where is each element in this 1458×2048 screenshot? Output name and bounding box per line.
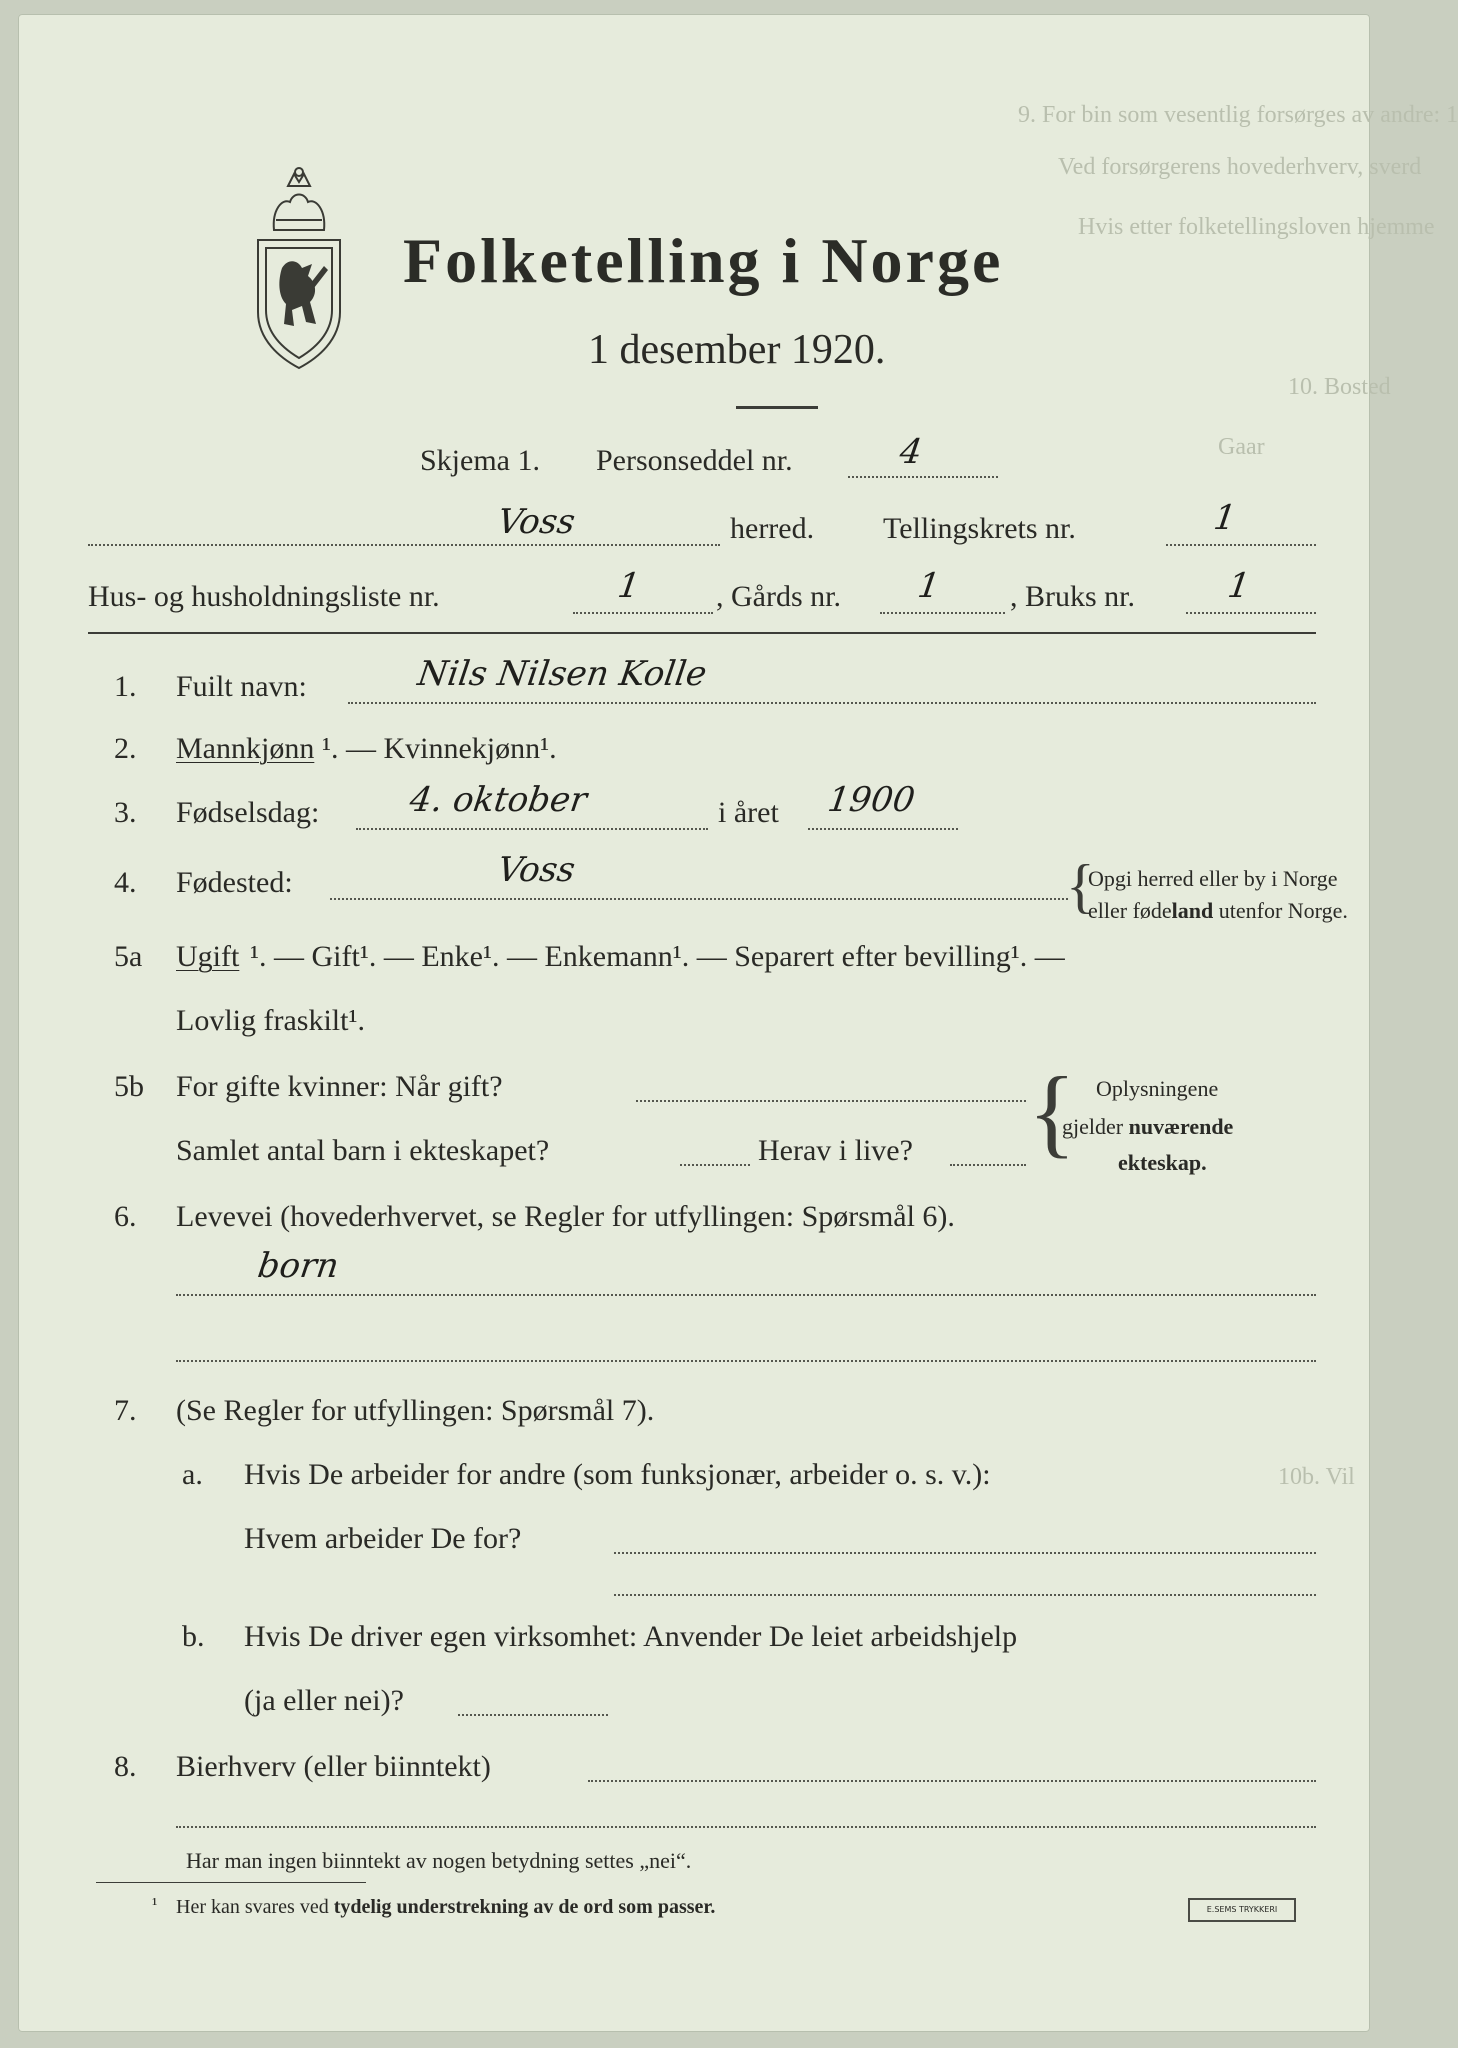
q5b-when-married-label: For gifte kvinner: Når gift?: [176, 1070, 503, 1103]
q7a-employer-label: Hvem arbeider De for?: [244, 1522, 522, 1555]
form-title: Folketelling i Norge: [403, 225, 1004, 296]
q7b-label: Hvis De driver egen virksomhet: Anvender De leiet arbeidshjelp: [244, 1620, 1018, 1653]
herred-label: herred.: [730, 512, 815, 545]
skjema-label: Skjema 1.: [420, 444, 540, 477]
q6-label: Levevei (hovederhvervet, se Regler for utfyllingen: Spørsmål 6).: [176, 1200, 955, 1233]
q5b-note-line1: Oplysningene: [1096, 1076, 1219, 1101]
bleed-through-text-5: Gaar: [1218, 434, 1265, 460]
gender-other-options: ¹. — Kvinnekjønn¹.: [322, 732, 557, 765]
q4-note-line2: eller fødeland utenfor Norge.: [1088, 898, 1348, 923]
q5b-children-label: Samlet antal barn i ekteskapet?: [176, 1134, 550, 1167]
q5a-number: 5a: [114, 940, 143, 973]
q7b-hired-help-label: (ja eller nei)?: [244, 1684, 404, 1717]
q4-number: 4.: [114, 866, 137, 899]
q7a-label: Hvis De arbeider for andre (som funksjonær, arbeider o. s. v.):: [244, 1458, 991, 1491]
q7a-line2: [614, 1594, 1316, 1596]
personseddel-value[interactable]: 4: [897, 432, 925, 472]
form-date: 1 desember 1920.: [588, 327, 886, 373]
q7a-employer-line: [614, 1552, 1316, 1554]
header-separator: [88, 632, 1316, 634]
herred-value[interactable]: Voss: [495, 502, 578, 542]
hus-label: Hus- og husholdningsliste nr.: [88, 580, 440, 613]
bleed-through-text-6: 10b. Vil: [1278, 1464, 1355, 1490]
census-form-page: [18, 14, 1458, 2032]
hus-value[interactable]: 1: [615, 566, 643, 606]
q6-line2: [176, 1360, 1316, 1362]
q5b-number: 5b: [114, 1070, 144, 1103]
full-name-value[interactable]: Nils Nilsen Kolle: [415, 654, 710, 694]
q6-line1: [176, 1294, 1316, 1296]
q1-line: [348, 702, 1316, 704]
tellingskrets-value[interactable]: 1: [1211, 498, 1239, 538]
tellingskrets-label: Tellingskrets nr.: [883, 512, 1076, 545]
q5b-brace: {: [1028, 1056, 1076, 1167]
q8-line1: [588, 1780, 1316, 1782]
q3-year-line: [808, 828, 958, 830]
bleed-through-text-4: 10. Bosted: [1288, 374, 1391, 400]
footnote-rule: [96, 1882, 366, 1883]
q5b-when-married-line: [636, 1100, 1026, 1102]
q7-number: 7.: [114, 1394, 137, 1427]
q1-number: 1.: [114, 670, 137, 703]
q7b-letter: b.: [182, 1620, 205, 1653]
q4-line: [330, 898, 1068, 900]
printer-stamp-text: E.SEMS TRYKKERI: [1206, 1905, 1278, 1914]
gender-male-option[interactable]: Mannkjønn: [176, 732, 315, 765]
birthplace-value[interactable]: Voss: [495, 850, 578, 890]
bruks-value[interactable]: 1: [1225, 566, 1253, 606]
birthday-value[interactable]: 4. oktober: [407, 780, 590, 820]
gards-line: [880, 612, 1005, 614]
q5b-note-line2: gjelder nuværende: [1062, 1114, 1234, 1139]
herred-line: [88, 544, 720, 546]
q7a-letter: a.: [182, 1458, 203, 1491]
q7b-hired-help-line: [458, 1714, 608, 1716]
marital-other-options: ¹. — Gift¹. — Enke¹. — Enkemann¹. — Separert efter bevilling¹. —: [250, 940, 1065, 973]
bleed-through-text-2: Ved forsørgerens hovederhverv, sverd: [1058, 154, 1422, 180]
birth-year-value[interactable]: 1900: [825, 780, 918, 820]
q5b-alive-line: [950, 1164, 1026, 1166]
bleed-through-text-1: 9. For bin som vesentlig forsørges av andre: 1: [1018, 102, 1458, 128]
q3-line: [356, 828, 708, 830]
q3-label: Fødselsdag:: [176, 796, 320, 829]
q5b-alive-label: Herav i live?: [758, 1134, 913, 1167]
q8-note: Har man ingen biinntekt av nogen betydning settes „nei“.: [186, 1848, 692, 1873]
marital-fraskilt-option: Lovlig fraskilt¹.: [176, 1004, 365, 1037]
bleed-through-text-3: Hvis etter folketellingsloven hjemme: [1078, 214, 1435, 240]
personseddel-line: [848, 476, 998, 478]
q4-note-line1: Opgi herred eller by i Norge: [1088, 866, 1338, 891]
norway-coat-of-arms-icon: [238, 164, 360, 376]
bruks-line: [1186, 612, 1316, 614]
q4-brace: {: [1066, 853, 1095, 919]
q7-label: (Se Regler for utfyllingen: Spørsmål 7).: [176, 1394, 655, 1427]
q8-number: 8.: [114, 1750, 137, 1783]
personseddel-label: Personseddel nr.: [596, 444, 793, 477]
q1-label: Fuilt navn:: [176, 670, 307, 703]
q8-label: Bierhverv (eller biinntekt): [176, 1750, 491, 1783]
occupation-value[interactable]: born: [255, 1246, 342, 1286]
gards-label: , Gårds nr.: [716, 580, 841, 613]
q4-label: Fødested:: [176, 866, 293, 899]
q3-year-label: i året: [718, 796, 779, 829]
hus-line: [573, 612, 713, 614]
footnote-mark: ¹: [152, 1894, 158, 1914]
q5b-children-line: [680, 1164, 750, 1166]
gards-value[interactable]: 1: [915, 566, 943, 606]
q3-number: 3.: [114, 796, 137, 829]
title-divider: [736, 406, 818, 409]
footnote-text: Her kan svares ved tydelig understrekning av de ord som passer.: [176, 1896, 716, 1918]
bruks-label: , Bruks nr.: [1010, 580, 1136, 613]
marital-ugift-option[interactable]: Ugift: [176, 940, 240, 973]
q8-line2: [176, 1826, 1316, 1828]
q6-number: 6.: [114, 1200, 137, 1233]
q5b-note-line3: ekteskap.: [1118, 1150, 1207, 1175]
tellingskrets-line: [1166, 544, 1316, 546]
printer-stamp: [1188, 1898, 1296, 1922]
q2-number: 2.: [114, 732, 137, 765]
